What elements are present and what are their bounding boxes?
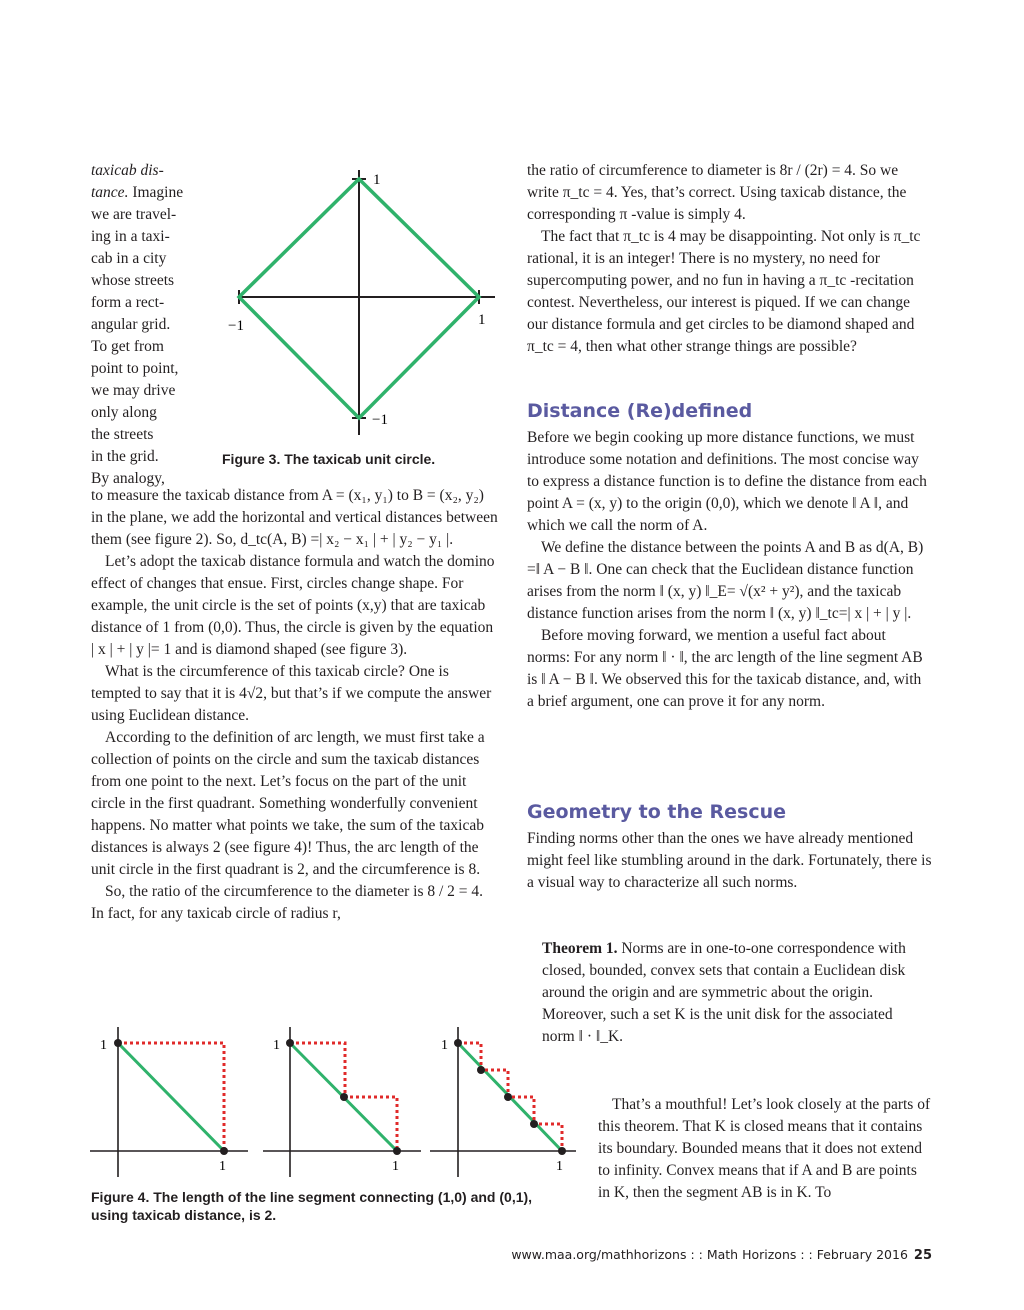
page-footer — [511, 1247, 932, 1263]
tick-label: 1 — [392, 1159, 399, 1174]
paragraph: Let’s adopt the taxicab distance formula and watch the domino effect of changes that ensue. First, circles change shape. For example, the unit circle is the set of points (x,y) that are taxicab distance of 1 from (0,0). Thus, the circle is given by the equation | x | + | y |= 1 and is diamond shaped (see figure 3). — [91, 553, 495, 658]
point — [393, 1147, 401, 1155]
point — [530, 1120, 538, 1128]
page-number: 25 — [913, 1248, 932, 1263]
text-line: ing in a taxi- — [91, 228, 170, 245]
tick-label: 1 — [219, 1159, 226, 1174]
text-line: tance. Imagine — [91, 184, 184, 201]
point — [454, 1039, 462, 1047]
figure-4-taxicab-segments — [88, 1025, 578, 1180]
theorem-1 — [542, 938, 916, 1048]
left-main-text — [91, 485, 498, 925]
text-line: we are travel- — [91, 206, 177, 223]
right-column-section-1 — [527, 427, 932, 713]
figure-4-panel-1 — [90, 1027, 248, 1177]
point — [114, 1039, 122, 1047]
theorem-label: Theorem 1. — [542, 940, 618, 957]
label-left: −1 — [228, 318, 244, 334]
footer-text: www.maa.org/mathhorizons : : Math Horizons : : February 2016 — [511, 1247, 908, 1262]
point — [477, 1066, 485, 1074]
right-column-closing — [598, 1094, 932, 1204]
paragraph: So, the ratio of the circumference to the diameter is 8 / 2 = 4. In fact, for any taxicab circle of radius r, — [91, 883, 484, 922]
point — [558, 1147, 566, 1155]
point — [340, 1093, 348, 1101]
text-line: To get from — [91, 338, 164, 355]
text-line: cab in a city — [91, 250, 167, 267]
text-line: point to point, — [91, 360, 179, 377]
label-top: 1 — [373, 172, 381, 188]
tick-label: 1 — [100, 1038, 107, 1053]
figure-3-caption: Figure 3. The taxicab unit circle. — [222, 451, 436, 467]
paragraph: Finding norms other than the ones we have already mentioned might feel like stumbling around in the dark. Fortunately, there is a visual way to characterize all such norms. — [527, 830, 932, 891]
text-line: in the grid. — [91, 448, 159, 465]
text-line: whose streets — [91, 272, 175, 289]
label-bottom: −1 — [372, 412, 388, 428]
text-line: we may drive — [91, 382, 176, 399]
point — [504, 1093, 512, 1101]
left-intro-text — [91, 160, 211, 490]
right-column-section-2 — [527, 828, 932, 894]
point — [286, 1039, 294, 1047]
figure-4-caption — [91, 1188, 571, 1224]
paragraph: We define the distance between the points A and B as d(A, B) =‖ A − B ‖. One can check that the Euclidean distance function arises from the norm ‖ (x, y) ‖_E= √(x² + y²), and the taxicab distance function arises from the norm ‖ (x, y) ‖_tc=| x | + | y |. — [527, 539, 924, 622]
right-column-top — [527, 160, 932, 358]
text-line: form a rect- — [91, 294, 165, 311]
paragraph: the ratio of circumference to diameter is 8r / (2r) = 4. So we write π_tc = 4. Yes, that’s correct. Using taxicab distance, the corresponding π -value is simply 4. — [527, 162, 907, 223]
paragraph: to measure the taxicab distance from A = (x₁, y₁) to B = (x₂, y₂) in the plane, we add the horizontal and vertical distances between them (see figure 2). So, d_tc(A, B) =| x₂ − x₁ | + | y₂ − y₁ |. — [91, 487, 498, 548]
tick-label: 1 — [556, 1159, 563, 1174]
paragraph: According to the definition of arc length, we must first take a collection of points on the circle and sum the taxicab distances from one point to the next. Let’s focus on the part of the unit circle in the first quadrant. Something wonderfully convenient happens. No matter what points we take, the sum of the taxicab distances is always 2 (see figure 4)! Thus, the arc length of the unit circle in the first quadrant is 2, and the circumference is 8. — [91, 729, 485, 878]
paragraph: What is the circumference of this taxicab circle? One is tempted to say that it is 4√2, but that’s if we compute the answer using Euclidean distance. — [91, 663, 492, 724]
point — [220, 1147, 228, 1155]
figure-3-taxicab-unit-circle — [220, 160, 510, 445]
caption-line: using taxicab distance, is 2. — [91, 1207, 277, 1223]
text-line: angular grid. — [91, 316, 171, 333]
paragraph: Before moving forward, we mention a useful fact about norms: For any norm ‖ · ‖, the arc length of the line segment AB is ‖ A − B ‖. We observed this for the taxicab distance, and, with a brief argument, one can prove it for any norm. — [527, 627, 923, 710]
label-right: 1 — [478, 312, 486, 328]
figure-4-panel-3 — [430, 1027, 576, 1177]
section-heading-distance-redefined: Distance (Re)defined — [527, 400, 753, 422]
text-line: taxicab dis- — [91, 162, 164, 179]
tick-label: 1 — [441, 1038, 448, 1053]
text-line: By analogy, — [91, 470, 165, 487]
theorem-text: Norms are in one-to-one correspondence with closed, bounded, convex sets that contain a Euclidean disk around the origin and are symmetric about the origin. Moreover, such a set K is the unit disk for the associated norm ‖ · ‖_K. — [542, 940, 906, 1045]
segment — [118, 1043, 224, 1151]
paragraph: The fact that π_tc is 4 may be disappointing. Not only is π_tc rational, it is an integer! There is no mystery, no need for supercomputing power, and no fun in having a π_tc -recitation contest. Nevertheless, our interest is piqued. If we can change our distance formula and get circles to be diamond shaped and π_tc = 4, then what other strange things are possible? — [527, 228, 921, 355]
figure-4-panel-2 — [263, 1027, 421, 1177]
text-line: the streets — [91, 426, 154, 443]
paragraph: That’s a mouthful! Let’s look closely at the parts of this theorem. That K is closed means that it contains its boundary. Bounded means that it does not extend to infinity. Convex means that if A and B are points in K, then the segment AB is in K. To — [598, 1096, 931, 1201]
caption-line: Figure 4. The length of the line segment connecting (1,0) and (0,1), — [91, 1189, 533, 1205]
section-heading-geometry-to-the-rescue: Geometry to the Rescue — [527, 801, 787, 823]
tick-label: 1 — [273, 1038, 280, 1053]
paragraph: Before we begin cooking up more distance functions, we must introduce some notation and definitions. The most concise way to express a distance function is to define the distance from each point A = (x, y) to the origin (0,0), which we denote ‖ A ‖, and which we call the norm of A. — [527, 429, 927, 534]
text-line: only along — [91, 404, 157, 421]
